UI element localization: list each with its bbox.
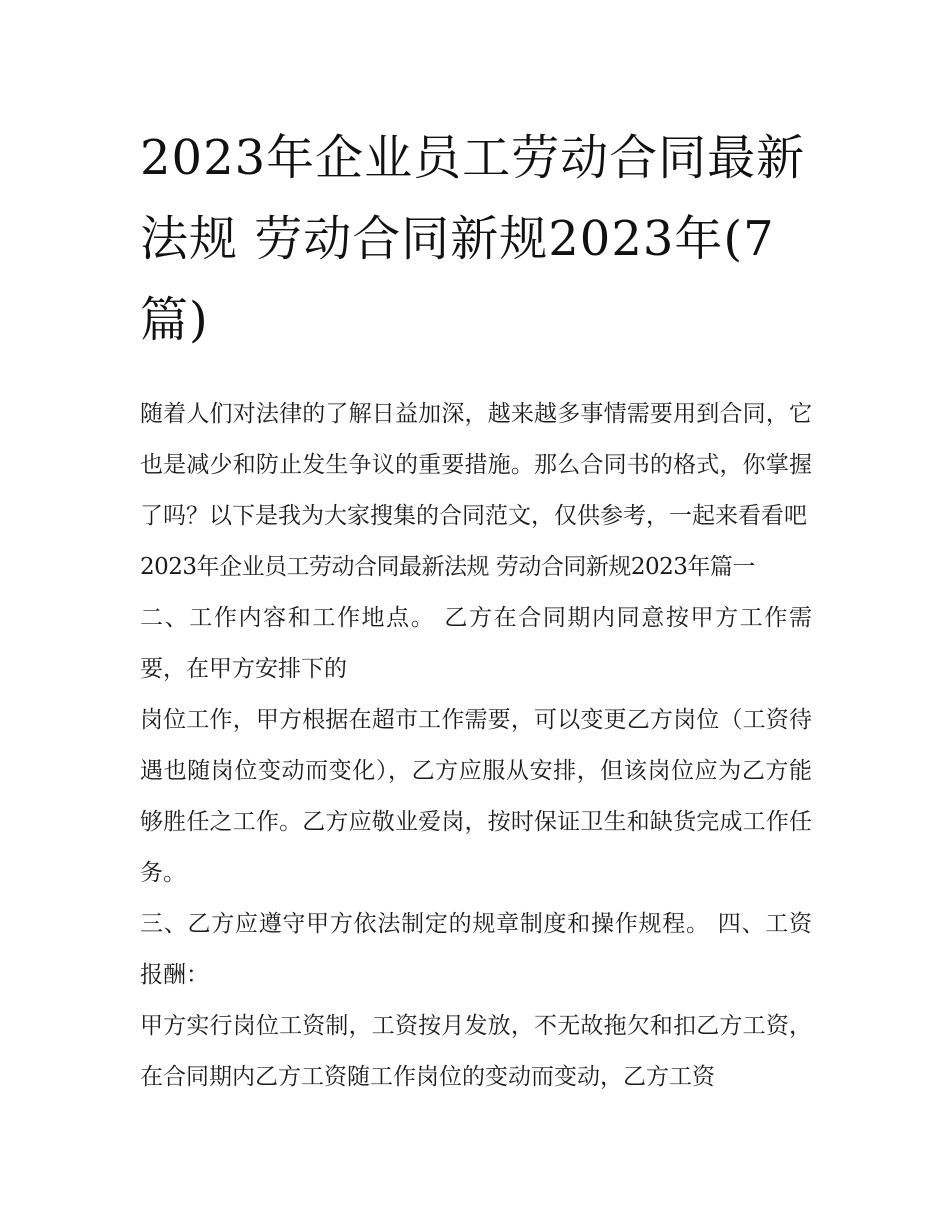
document-body	[140, 389, 812, 1103]
body-paragraph: 岗位工作，甲方根据在超市工作需要，可以变更乙方岗位（工资待遇也随岗位变动而变化），乙方应服从安排，但该岗位应为乙方能够胜任之工作。乙方应敬业爱岗，按时保证卫生和缺货完成工作任务。	[140, 707, 812, 886]
section-heading: 2023年企业员工劳动合同最新法规 劳动合同新规2023年篇一	[140, 554, 755, 580]
body-paragraph: 三、乙方应遵守甲方依法制定的规章制度和操作规程。 四、工资报酬：	[140, 911, 812, 988]
body-paragraph: 二、工作内容和工作地点。 乙方在合同期内同意按甲方工作需要，在甲方安排下的	[140, 605, 812, 682]
document-page	[140, 118, 812, 1103]
intro-paragraph: 随着人们对法律的了解日益加深，越来越多事情需要用到合同，它也是减少和防止发生争议的重要措施。那么合同书的格式，你掌握了吗？以下是我为大家搜集的合同范文，仅供参考，一起来看看吧	[140, 401, 812, 529]
body-paragraph: 甲方实行岗位工资制，工资按月发放，不无故拖欠和扣乙方工资，在合同期内乙方工资随工作岗位的变动而变动，乙方工资	[140, 1013, 812, 1090]
document-title: 2023年企业员工劳动合同最新法规 劳动合同新规2023年(7篇)	[140, 130, 806, 348]
